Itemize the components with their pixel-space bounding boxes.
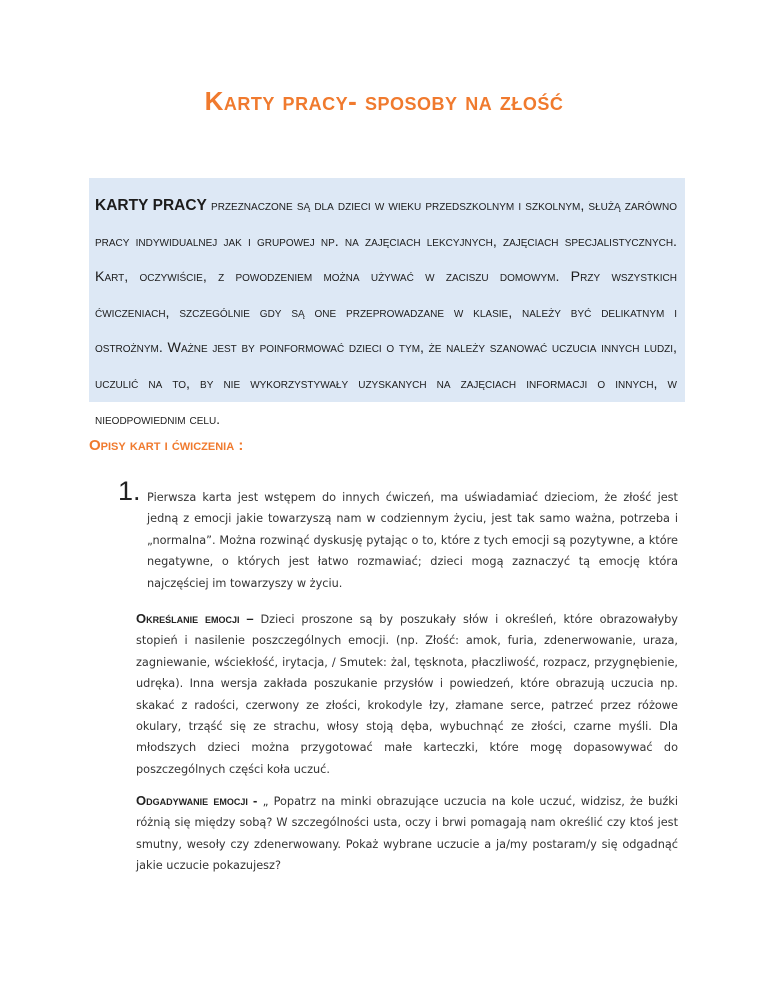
item-2-paragraph [136,608,678,780]
item-3-text: „ Popatrz na minki obrazujące uczucia na kole uczuć, widzisz, że buźki różnią się między sobą? W szczególności usta, oczy i brwi pomagają nam określić czy ktoś jest smutny, wesoły czy zdenerwowany. Pokaż wybrane uczucie a ja/my postaram/y się odgadnąć jakie uczucie pokazujesz? [136,795,678,873]
item-3-paragraph [136,790,678,877]
intro-box [89,178,685,428]
intro-text: przeznaczone są dla dzieci w wieku przedszkolnym i szkolnym, służą zarówno pracy indywidualnej jak i grupowej np. na zajęciach lekcyjnych, zajęciach specjalistycznych. Kart, oczywiście, z powodzeniem można używać w zaciszu domowym. Przy wszystkich ćwiczeniach, szczególnie gdy są one przeprowadzane w klasie, należy być delikatnym i ostrożnym. Ważne jest by poinformować dzieci o tym, że należy szanować uczucia innych ludzi, uczulić na to, by nie wykorzystywały uzyskanych na zajęciach informacji o innych, w nieodpowiednim celu. [95,198,677,428]
item-2-text: Dzieci proszone są by poszukały słów i określeń, które obrazowałyby stopień i nasilenie poszczególnych emocji. (np. Złość: amok, furia, zdenerwowanie, uraza, zagniewanie, wściekłość, irytacja, / Smutek: żal, tęsknota, płaczliwość, rozpacz, przygnębienie, udręka). Inna wersja zakłada poszukanie przysłów i powiedzeń, które obrazują uczucia np. skakać z radości, czerwony ze złości, krokodyle łzy, złamane serce, patrzeć przez różowe okulary, trząść się ze strachu, włosy stoją dęba, wybuchnąć ze złości, czarne myśli. Dla młodszych dzieci można przygotować małe karteczki, które mogę dopasowywać do poszczególnych części koła uczuć. [136,613,678,776]
item-2-heading: Określanie emocji – [136,611,254,626]
section-heading: Opisy kart i ćwiczenia : [89,437,244,454]
page-title: Karty pracy- sposoby na złość [204,86,564,116]
item-1-paragraph: Pierwsza karta jest wstępem do innych ćwiczeń, ma uświadamiać dzieciom, że złość jest jedną z emocji jakie towarzyszą nam w codziennym życiu, jest tak samo ważna, potrzeba i „normalna”. Można rozwinąć dyskusję pytając o to, które z tych emocji są pozytywne, a które negatywne, o których jest łatwo rozmawiać; dzieci mogą zaznaczyć tą emocję która najczęściej im towarzyszy w życiu. [147,491,678,590]
list-number: 1. [118,476,141,506]
item-3-heading: Odgadywanie emocji - [136,793,258,808]
intro-lead: KARTY PRACY [95,197,207,214]
